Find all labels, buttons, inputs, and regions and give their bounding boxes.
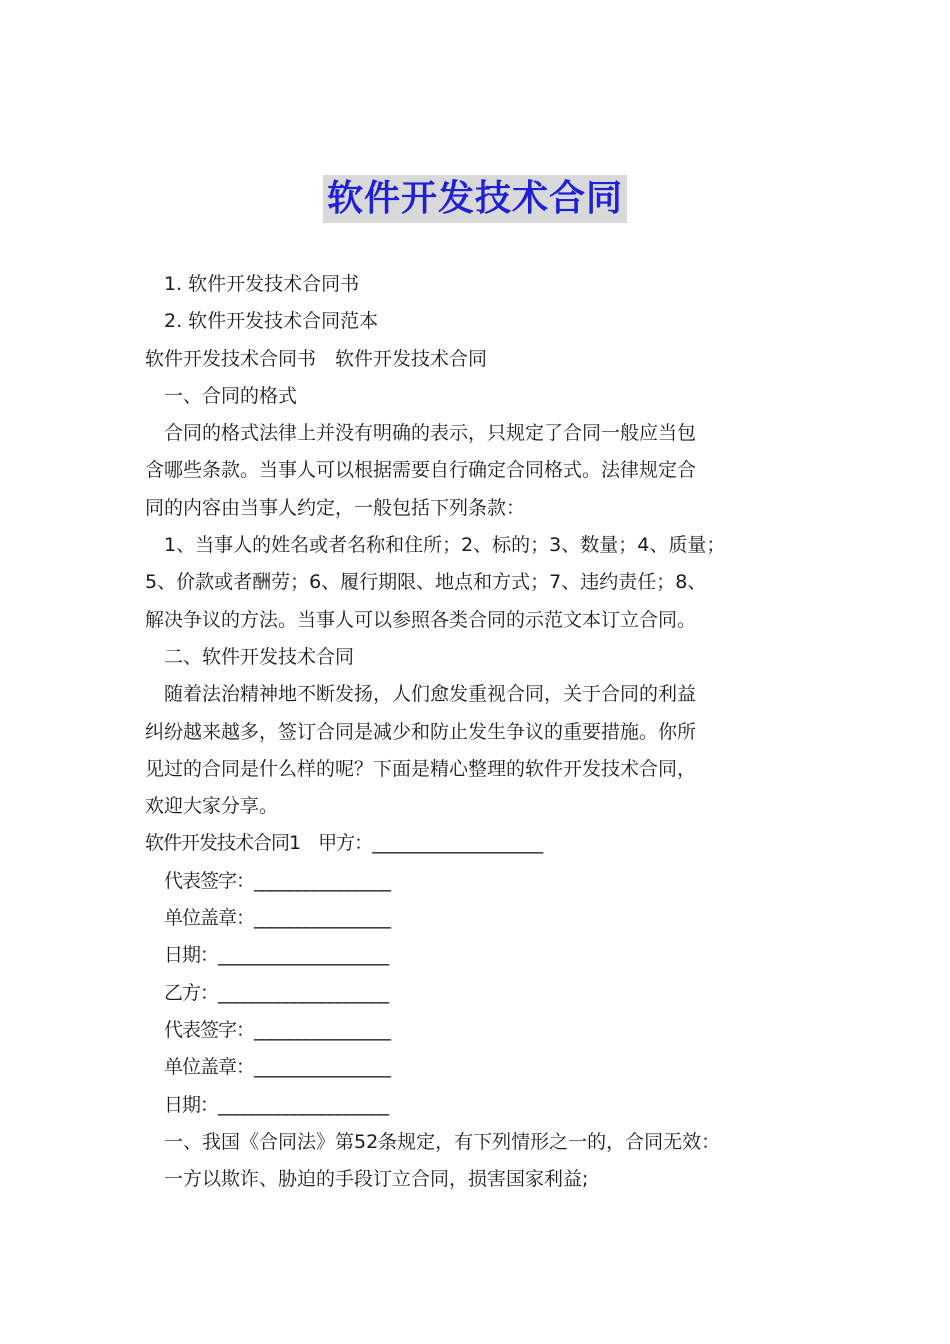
signature-field: 代表签字：________________ [164, 869, 391, 892]
toc-item-1: 1. 软件开发技术合同书 [164, 273, 360, 295]
paragraph-line: 含哪些条款。当事人可以根据需要自行确定合同格式。法律规定合 [145, 459, 697, 482]
document-title: 软件开发技术合同 [323, 175, 627, 223]
clause-line: 一、我国《合同法》第52条规定，有下列情形之一的，合同无效： [164, 1130, 721, 1153]
paragraph-line: 合同的格式法律上并没有明确的表示，只规定了合同一般应当包 [164, 422, 697, 445]
paragraph-line: 5、价款或者酬劳；6、履行期限、地点和方式；7、违约责任；8、 [145, 571, 707, 594]
paragraph-line: 见过的合同是什么样的呢？下面是精心整理的软件开发技术合同， [145, 757, 697, 780]
paragraph-line: 随着法治精神地不断发扬，人们愈发重视合同，关于合同的利益 [164, 683, 697, 706]
date-field: 日期：____________________ [164, 944, 389, 967]
paragraph-line: 解决争议的方法。当事人可以参照各类合同的示范文本订立合同。 [145, 608, 697, 631]
seal-field: 单位盖章：________________ [164, 1056, 391, 1079]
seal-field: 单位盖章：________________ [164, 907, 391, 930]
signature-field: 代表签字：________________ [164, 1018, 391, 1041]
document-body [145, 266, 815, 1198]
party-b-field: 乙方：____________________ [164, 981, 389, 1004]
heading-software-contract: 二、软件开发技术合同 [164, 645, 355, 668]
paragraph-line: 欢迎大家分享。 [145, 795, 279, 818]
party-a-line: 软件开发技术合同1 甲方：____________________ [145, 832, 543, 855]
toc-item-2: 2. 软件开发技术合同范本 [164, 310, 379, 333]
title-container [0, 175, 950, 223]
date-field: 日期：____________________ [164, 1093, 389, 1116]
clause-line: 一方以欺诈、胁迫的手段订立合同，损害国家利益; [164, 1168, 589, 1191]
heading-format: 一、合同的格式 [164, 384, 298, 407]
paragraph-line: 1、当事人的姓名或者名称和住所；2、标的；3、数量；4、质量； [164, 534, 726, 557]
section-header-line: 软件开发技术合同书 软件开发技术合同 [145, 347, 488, 370]
paragraph-line: 同的内容由当事人约定，一般包括下列条款： [145, 496, 526, 519]
paragraph-line: 纠纷越来越多，签订合同是减少和防止发生争议的重要措施。你所 [145, 720, 697, 743]
